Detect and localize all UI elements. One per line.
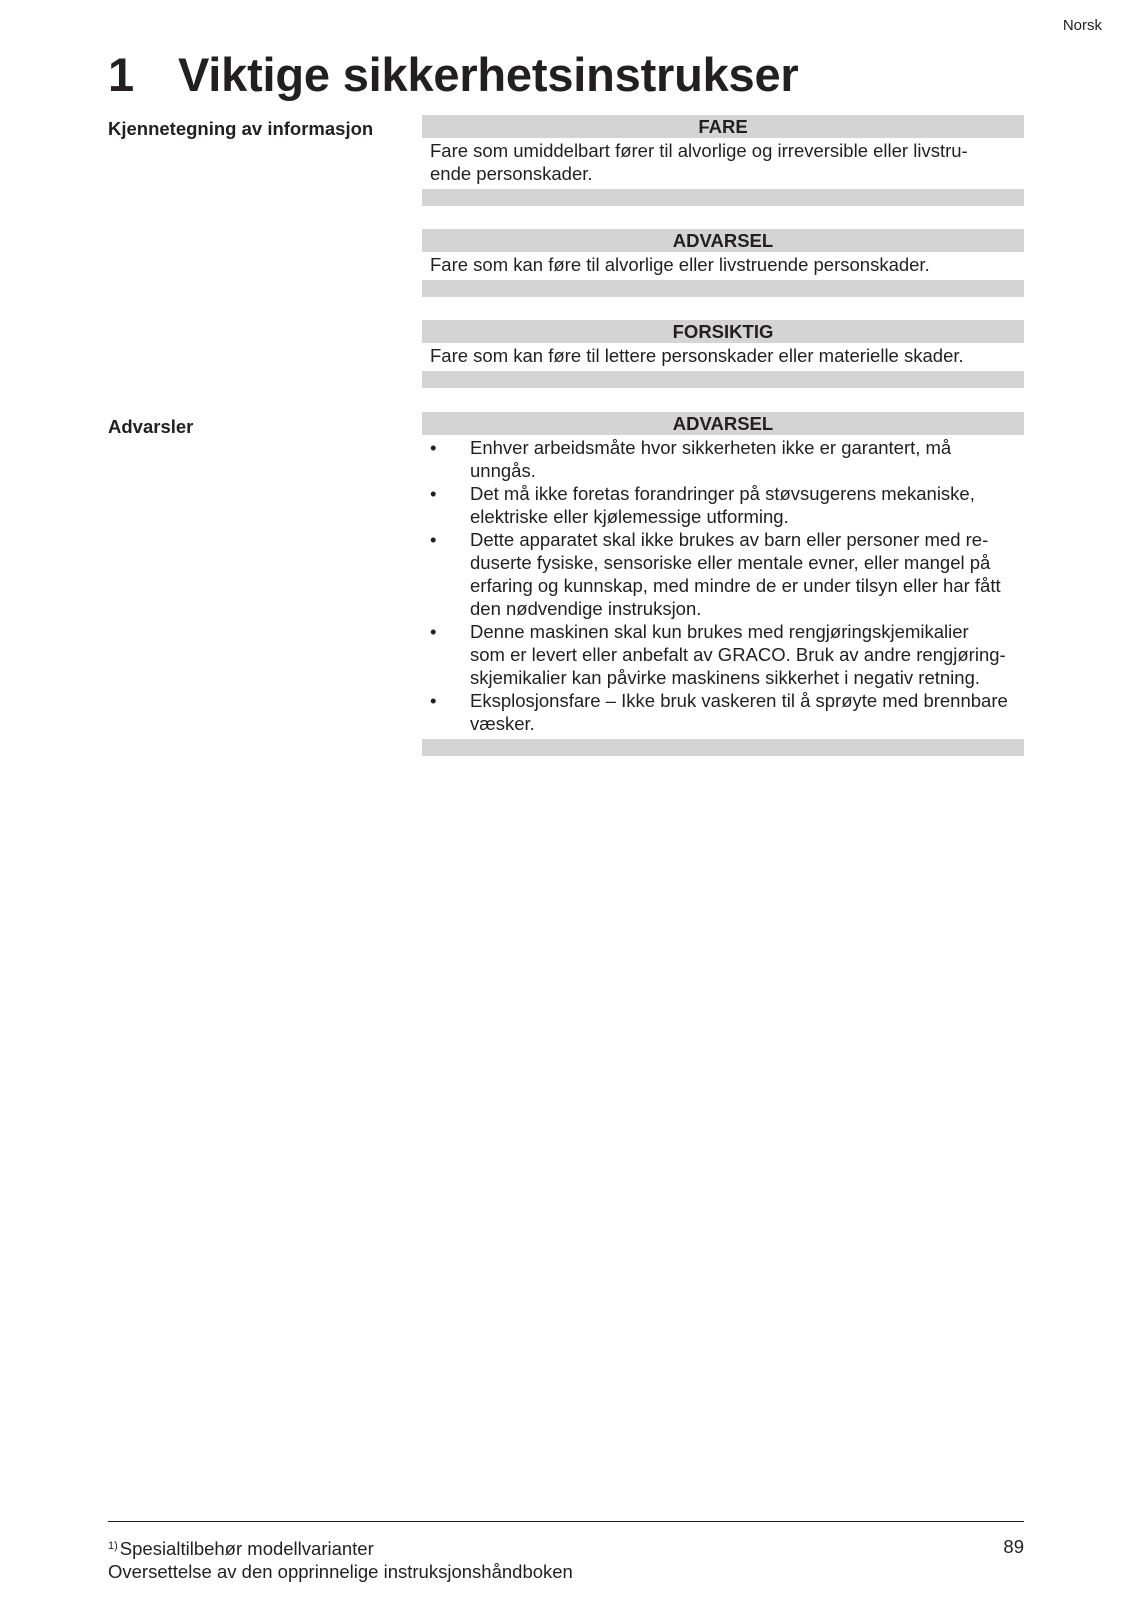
list-item-line: Denne maskinen skal kun brukes med rengjøringskjemikalier: [470, 621, 969, 642]
caution-text-line: Fare som kan føre til lettere personskader eller materielle skader.: [430, 345, 964, 366]
chapter-title: Viktige sikkerhetsinstrukser: [178, 48, 799, 101]
list-item-line: den nødvendige instruksjon.: [470, 598, 702, 619]
footnote-text: Spesialtilbehør modellvarianter: [119, 1538, 374, 1559]
list-item: [428, 528, 1016, 620]
warnings-list-box-footer-bar: [422, 739, 1024, 756]
list-item-line: som er levert eller anbefalt av GRACO. Bruk av andre rengjøring-: [470, 644, 1006, 665]
warning-box-text: [422, 252, 1024, 280]
caution-box-title: FORSIKTIG: [422, 320, 1024, 343]
warning-box: [422, 229, 1024, 297]
list-item-line: elektriske eller kjølemessige utforming.: [470, 506, 789, 527]
page-number: 89: [1003, 1536, 1024, 1557]
footnote-marker: 1): [108, 1540, 118, 1552]
warnings-list-body: [422, 435, 1024, 739]
translation-note: Oversettelse av den opprinnelige instruksjonshåndboken: [108, 1561, 573, 1582]
warnings-section-label: Advarsler: [108, 416, 194, 437]
list-item-line: erfaring og kunnskap, med mindre de er under tilsyn eller har fått: [470, 575, 1001, 596]
caution-box-footer-bar: [422, 371, 1024, 388]
list-item-line: skjemikalier kan påvirke maskinens sikkerhet i negativ retning.: [470, 667, 980, 688]
footnote: [108, 1535, 1024, 1560]
danger-box-text: [422, 138, 1024, 189]
warnings-list-box: [422, 412, 1024, 756]
warning-text-line: Fare som kan føre til alvorlige eller livstruende personskader.: [430, 254, 930, 275]
bullet: •: [430, 621, 437, 642]
bullet: •: [430, 690, 437, 711]
identification-section-label: Kjennetegning av informasjon: [108, 118, 374, 139]
footer-divider: [108, 1521, 1024, 1522]
warning-box-footer-bar: [422, 280, 1024, 297]
list-item-line: Dette apparatet skal ikke brukes av barn eller personer med re-: [470, 529, 989, 550]
bullet: •: [430, 437, 437, 458]
list-item: [428, 689, 1016, 735]
danger-box-footer-bar: [422, 189, 1024, 206]
page-title: [108, 46, 799, 104]
warnings-list: [428, 436, 1016, 735]
caution-box-text: [422, 343, 1024, 371]
list-item: [428, 620, 1016, 689]
list-item-line: duserte fysiske, sensoriske eller mentale evner, eller mangel på: [470, 552, 991, 573]
list-item: [428, 436, 1016, 482]
warnings-list-box-title: ADVARSEL: [422, 412, 1024, 435]
list-item: [428, 482, 1016, 528]
caution-box: [422, 320, 1024, 388]
list-item-line: væsker.: [470, 713, 535, 734]
bullet: •: [430, 529, 437, 550]
danger-text-line: Fare som umiddelbart fører til alvorlige og irreversible eller livstru-: [430, 140, 968, 161]
danger-text-line: ende personskader.: [430, 163, 593, 184]
bullet: •: [430, 483, 437, 504]
list-item-line: Eksplosjonsfare – Ikke bruk vaskeren til å sprøyte med brennbare: [470, 690, 1008, 711]
chapter-number: 1: [108, 48, 134, 101]
list-item-line: Det må ikke foretas forandringer på støvsugerens mekaniske,: [470, 483, 975, 504]
page-footer: [108, 1535, 1024, 1583]
list-item-line: Enhver arbeidsmåte hvor sikkerheten ikke er garantert, må: [470, 437, 952, 458]
danger-box-title: FARE: [422, 115, 1024, 138]
language-label: Norsk: [1062, 17, 1102, 34]
warning-box-title: ADVARSEL: [422, 229, 1024, 252]
list-item-line: unngås.: [470, 460, 536, 481]
danger-box: [422, 115, 1024, 206]
